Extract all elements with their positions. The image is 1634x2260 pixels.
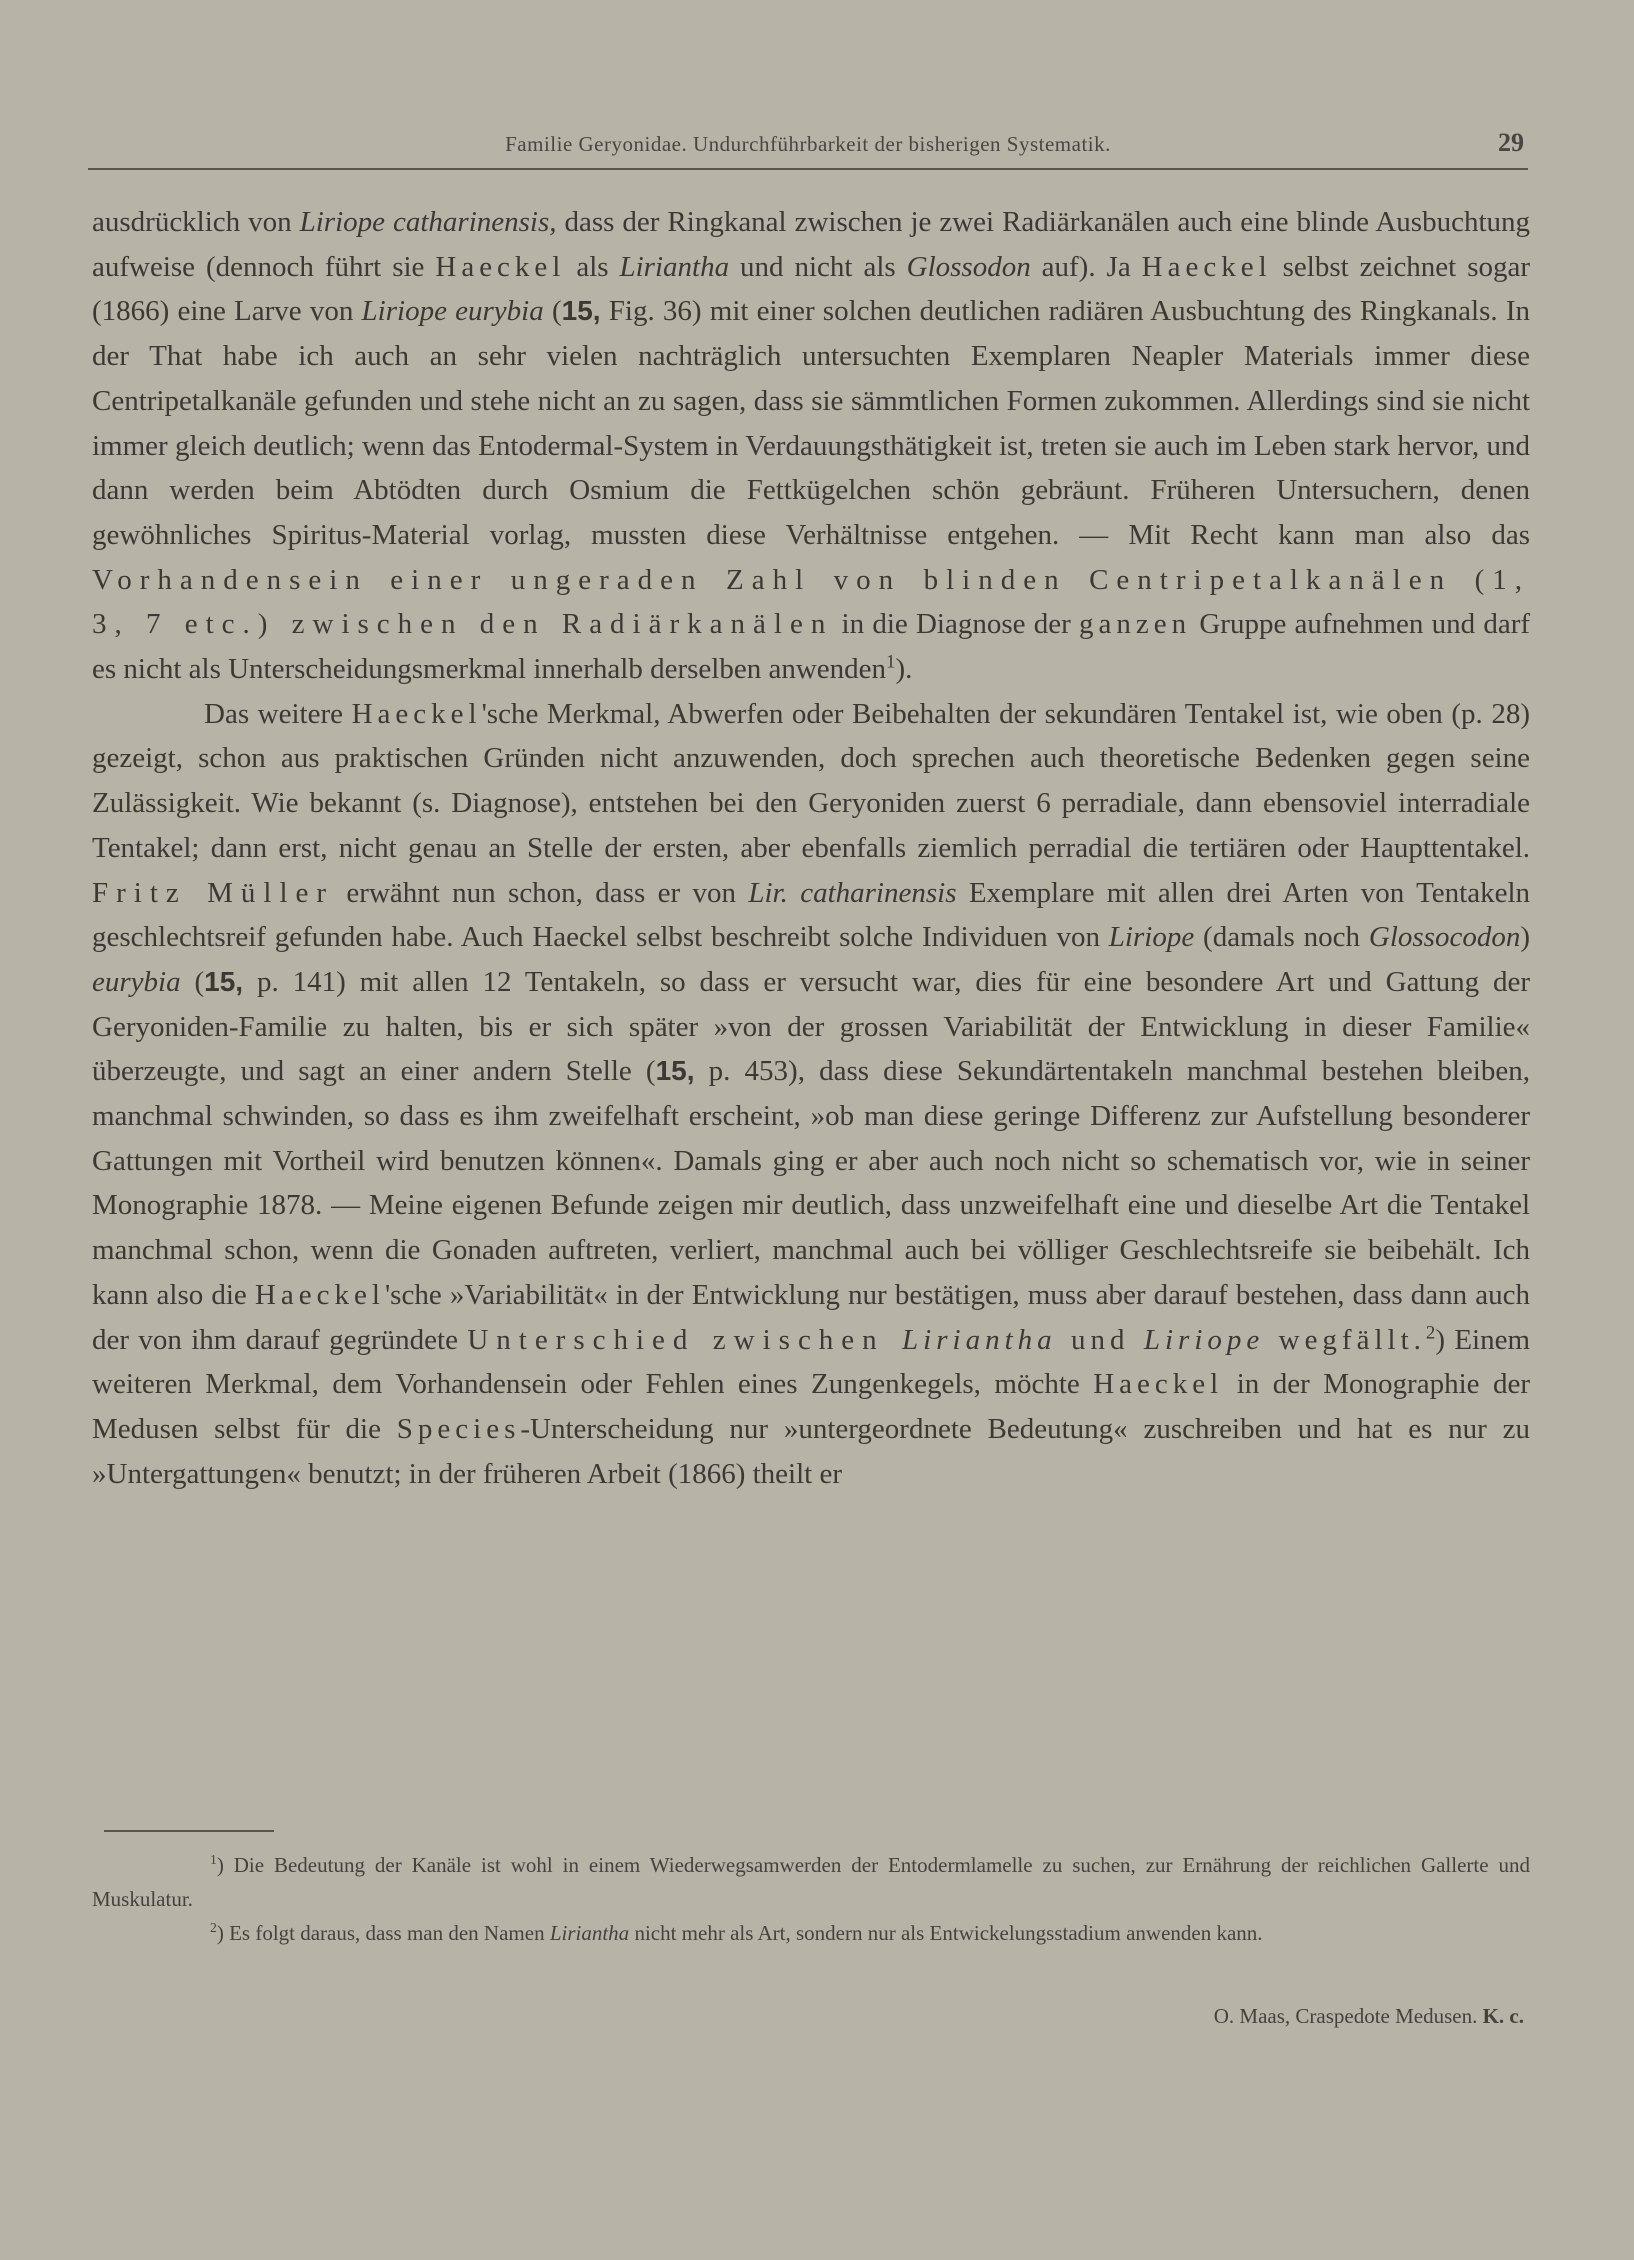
text-run: und nicht als [729, 250, 907, 283]
text-run: erwähnt nun schon, dass er von [334, 876, 749, 909]
footnotes [92, 1848, 1530, 1950]
signature-mark: K. c. [1482, 2004, 1524, 2028]
running-header [88, 128, 1528, 170]
literature-ref: 15, [655, 1055, 695, 1087]
text-run: dass der Ringkanal zwischen je zwei Radiärkanälen auch eine blinde Ausbuchtung aufweise (dennoch führt sie [92, 206, 1531, 283]
footnote-number: 2 [210, 1920, 217, 1935]
body-text [92, 200, 1530, 1496]
text-run: Fig. 36) mit einer solchen deutlichen radiären Ausbuchtung des Ringkanals. In der That habe ich auch an sehr vielen nachträglich untersuchten Exemplaren Neapler Materials immer diese Centripetalkanäle gefunden und stehe nicht an zu sagen, dass sie sämmtlichen Formen zukommen. Allerdings sind sie nicht immer gleich deutlich; wenn das Entodermal-System in Verdauungsthätigkeit ist, treten sie auch im Leben stark hervor, und dann werden beim Abtödten durch Osmium die Fettkügelchen schön gebräunt. Früheren Untersuchern, denen gewöhnliches Spiritus-Material vorlag, mussten diese Verhältnisse entgehen. — Mit Recht kann man also das [92, 295, 1530, 551]
taxon-name: Liriantha [902, 1323, 1057, 1356]
text-run: ( [180, 965, 205, 998]
text-run: ). [895, 653, 913, 686]
footnote-rule [104, 1830, 274, 1832]
taxon-name: Glossocodon [1368, 921, 1521, 954]
text-run: p. 453), dass diese Sekundärtentakeln manchmal bestehen bleiben, manchmal schwinden, so dass es ihm zweifelhaft erscheint, »ob man diese geringe Differenz zur Aufstellung besonderer Gattungen mit Vortheil wird benutzen können«. Damals ging er aber auch noch nicht so schematisch vor, wie in seiner Monographie 1878. — Meine eigenen Befunde zeigen mir deutlich, dass unzweifelhaft eine und dieselbe Art die Tentakel manchmal schon, wenn die Gonaden auftreten, verliert, manchmal auch bei völliger Geschlechtsreife sie beibehält. Ich kann also die [92, 1055, 1530, 1311]
emphasis-spaced: Vorhandensein einer ungeraden Zahl von blinden Centripetalkanälen (1, 3, 7 etc.) zwischen den Radiärkanälen [92, 563, 1530, 641]
text-run: -Unterscheidung nur »untergeordnete Bedeutung« zuschreiben und hat es nur zu »Untergattungen« benutzt; in der früheren Arbeit (1866) theilt er [92, 1412, 1530, 1490]
text-run: ( [543, 295, 562, 328]
author-name: Fritz Müller [92, 876, 335, 909]
footnote-2 [92, 1916, 1530, 1950]
author-name: Haeckel [435, 250, 566, 283]
author-name: Haeckel [254, 1278, 385, 1311]
footnote-text: ) Die Bedeutung der Kanäle ist wohl in einem Wiederwegsamwerden der Entodermlamelle zu suchen, zur Ernährung der reichlichen Gallerte und Muskulatur. [92, 1853, 1530, 1911]
text-run: Gruppe aufnehmen und darf es nicht als Unterscheidungsmerkmal innerhalb derselben [92, 608, 1531, 686]
taxon-name: eurybia [92, 965, 181, 998]
footnote-marker: 1 [886, 651, 896, 673]
text-run: Das weitere [204, 697, 352, 730]
taxon-name: Liriantha [619, 250, 730, 283]
running-title: Familie Geryonidae. Undurchführbarkeit der bisherigen Systematik. [505, 132, 1111, 156]
text-run: ) [1520, 921, 1530, 954]
footnote-text: nicht mehr als Art, sondern nur als Entwickelungsstadium anwenden kann. [629, 1921, 1263, 1945]
text-run: 'sche »Variabilität« in der Entwicklung nur bestätigen, muss aber darauf bestehen, dass dann auch der von ihm darauf gegründete [92, 1278, 1531, 1356]
text-run: (damals noch [1194, 921, 1369, 954]
footnote-marker: 2 [1425, 1321, 1436, 1343]
author-name: Haeckel [1141, 250, 1272, 283]
footnote-number: 1 [210, 1852, 217, 1867]
paragraph-2 [92, 692, 1530, 1497]
taxon-name: Glossodon [906, 250, 1031, 283]
text-run: anwenden [768, 653, 887, 686]
taxon-name: Lir. catharinensis [748, 876, 957, 909]
emphasis-spaced: ganzen [1079, 608, 1192, 641]
paragraph-1 [92, 200, 1530, 692]
text-run: Exemplare mit allen drei Arten von Tentakeln geschlechtsreif gefunden habe. Auch Haeckel selbst beschreibt solche Individuen von [92, 876, 1531, 954]
text-run: als [565, 250, 620, 283]
emphasis-spaced: Unterschied zwischen [467, 1323, 903, 1356]
taxon-name: Liriope [1108, 921, 1195, 954]
text-run: in die Diagnose der [833, 608, 1079, 641]
signature-line [1214, 2004, 1524, 2029]
author-name: Haeckel [351, 697, 482, 730]
text-run: selbst zeichnet sogar (1866) eine Larve von [92, 250, 1531, 328]
signature-text: O. Maas, Craspedote Medusen. [1213, 2004, 1478, 2028]
taxon-name: Liriantha [549, 1921, 630, 1945]
emphasis-spaced: wegfällt. [1264, 1323, 1426, 1356]
text-run: in der Monographie der Medusen selbst für die [92, 1368, 1531, 1445]
text-run: 'sche Merkmal, Abwerfen oder Beibehalten der sekundären Tentakel ist, wie oben (p. 28) gezeigt, schon aus praktischen Gründen nicht anzuwenden, doch sprechen auch theoretische Bedenken gegen seine Zulässigkeit. Wie bekannt (s. Diagnose), entstehen bei den Geryoniden zuerst 6 perradiale, dann ebensoviel interradiale Tentakel; dann erst, nicht genau an Stelle der ersten, aber ebenfalls ziemlich perradial die tertiären oder Haupttentakel. [92, 697, 1530, 864]
literature-ref: 15, [204, 965, 244, 997]
taxon-name: Liriope [1143, 1323, 1265, 1356]
taxon-name: Liriope eurybia [361, 295, 544, 328]
text-run: p. 141) mit allen 12 Tentakeln, so dass er versucht war, dies für eine besondere Art und Gattung der Geryoniden-Familie zu halten, bis er sich später »von der grossen Variabilität der Entwicklung in dieser Familie« überzeugte, und sagt an einer andern Stelle ( [92, 965, 1530, 1088]
taxon-name: Liriope catharinensis, [299, 206, 557, 238]
author-name: Haeckel [1093, 1368, 1224, 1401]
text-run: auf). Ja [1030, 250, 1142, 283]
text-run: ausdrücklich von [92, 206, 300, 238]
literature-ref: 15, [561, 295, 601, 327]
emphasis-spaced: Species [396, 1412, 521, 1445]
emphasis-spaced: und [1056, 1323, 1144, 1356]
footnote-text: ) Es folgt daraus, dass man den Namen [216, 1921, 550, 1945]
text-run: ) Einem weiteren Merkmal, dem Vorhandensein oder Fehlen eines Zungenkegels, möchte [92, 1323, 1531, 1401]
page-number: 29 [1498, 128, 1524, 157]
footnote-1 [92, 1848, 1530, 1916]
